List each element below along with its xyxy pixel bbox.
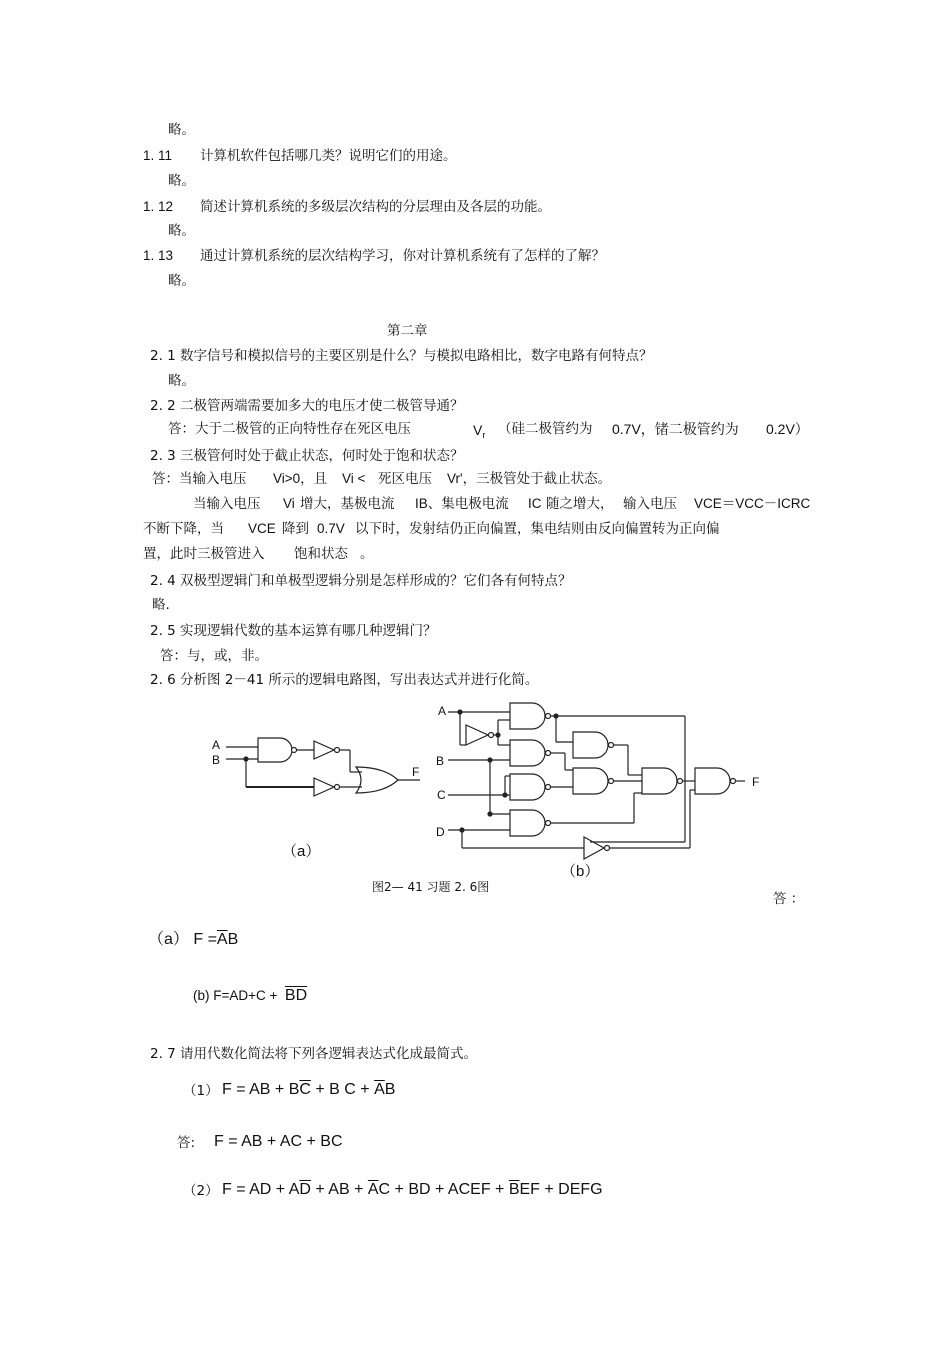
and-gate [510,774,545,800]
text-line: 略。 [168,173,195,189]
expression-1: F = AB + $B\overline{C} + B$ $C + \overline{A}B$ [222,1081,396,1098]
answer-text: 死区电压 [378,471,432,487]
question-text: 2. 5 实现逻辑代数的基本运算有哪几种逻辑门？ [150,623,437,639]
question-text: 2. 6 分析图 2－41 所示的逻辑电路图，写出表达式并进行化简。 [150,672,539,688]
answer-text: 置，此时三极管进入 [143,546,265,562]
answer-text: VCE＝VCC－ICRC [694,496,811,511]
expression-2: F = AD + $A\overline{D}$ + AB + $\overline{A}C$ + BD + ACEF + $\overline{B}EF$ + DEFG [222,1181,603,1198]
answer-text: 输入电压 [623,496,677,512]
text-line: 略。 [168,223,195,239]
question-text: 2. 2 二极管两端需要加多大的电压才使二极管导通？ [150,398,464,414]
answer-text: Vr'，三极管处于截止状态。 [447,471,612,486]
input-label-d: D [436,825,445,839]
question-number: 1. 13 [143,248,174,263]
input-label-b: B [212,753,221,767]
answer-text: 当输入电压 [193,496,261,512]
question-number: 1. 11 [143,148,173,163]
question-text: 通过计算机系统的层次结构学习，你对计算机系统有了怎样的了解？ [200,248,605,264]
answer-text: 0.2V） [766,421,809,437]
circuit-b [448,703,745,859]
output-label-f: F [412,765,420,779]
answer-text: IB、集电极电流 [415,496,509,511]
answer-text: 答：大于二极管的正向特性存在死区电压 [168,421,411,437]
and-gate [695,768,730,794]
answer-text: 降到 [282,521,309,537]
circuit-a [226,738,420,796]
answer-text: Vi [283,496,295,511]
answer-text: VCE [248,521,276,536]
question-text: 2. 7 请用代数化简法将下列各逻辑表达式化成最简式。 [150,1046,478,1062]
input-label-a: A [212,738,221,752]
symbol-v: $V_r$ [473,422,486,440]
input-label-b: B [436,754,445,768]
expr-number: （2） [183,1183,219,1199]
answer-text: 0.7V [317,521,345,536]
answer-a: （a） $F =\overline{A}B$ [148,931,239,948]
answer-text: IC [528,496,542,511]
question-text: 2. 3 三极管何时处于截止状态，何时处于饱和状态？ [150,448,464,464]
answer-text: 不断下降，当 [143,521,224,537]
text-line: 略。 [168,373,195,389]
text-line: 略。 [168,273,195,289]
answer-text: 答：与，或，非。 [160,648,268,664]
not-gate [314,741,334,759]
not-gate [314,778,334,796]
circuit-b-caption: （b） [561,863,600,880]
or-gate [356,767,398,793]
answer-text: 。 [360,546,374,562]
answer-text: Vi < [342,471,366,486]
answer-text: 随之增大， [546,496,614,512]
answer-label: 答: [177,1135,196,1151]
answer-b: (b) $F=AD+C + \overline{BD}$ [193,987,308,1004]
answer-text: 0.7V，锗二极管约为 [612,421,739,437]
and-gate [573,732,608,758]
answer-text: 饱和状态 [294,546,348,562]
question-text: 计算机软件包括哪几类？说明它们的用途。 [200,148,457,164]
answer-text: 答：当输入电压 [152,471,247,487]
circuit-a-caption: （a） [282,843,321,860]
question-text: 2. 4 双极型逻辑门和单极型逻辑分别是怎样形成的？它们各有何特点？ [150,573,572,589]
text-line: 略。 [168,122,195,138]
answer-text: （硅二极管约为 [498,421,593,437]
and-gate [573,768,608,794]
answer-text: 以下时，发射结仍正向偏置，集电结则由反向偏置转为正向偏 [355,521,720,537]
text-line: 略. [152,597,170,613]
answer-text: Vi>0，且 [273,471,328,486]
not-gate [466,725,488,745]
output-label-f: F [752,775,760,789]
input-label-a: A [438,704,447,718]
answer-expression-1: F = AB + AC + BC [214,1133,343,1150]
figure-caption: 图2— 41 习题 2. 6图 [372,880,490,894]
question-text: 简述计算机系统的多级层次结构的分层理由及各层的功能。 [200,199,551,215]
expr-number: （1） [183,1083,219,1099]
and-gate [642,768,677,794]
answer-text: 增大，基极电流 [300,496,395,512]
answer-label: 答 ： [773,891,805,907]
input-label-c: C [437,788,446,802]
and-gate [510,740,545,766]
question-text: 2. 1 数字信号和模拟信号的主要区别是什么？与模拟电路相比，数字电路有何特点？ [150,348,653,364]
and-gate [510,810,545,836]
question-number: 1. 12 [143,199,174,214]
and-gate [510,703,545,729]
chapter-title: 第二章 [387,323,428,339]
not-gate [584,837,604,859]
and-gate [258,738,292,762]
